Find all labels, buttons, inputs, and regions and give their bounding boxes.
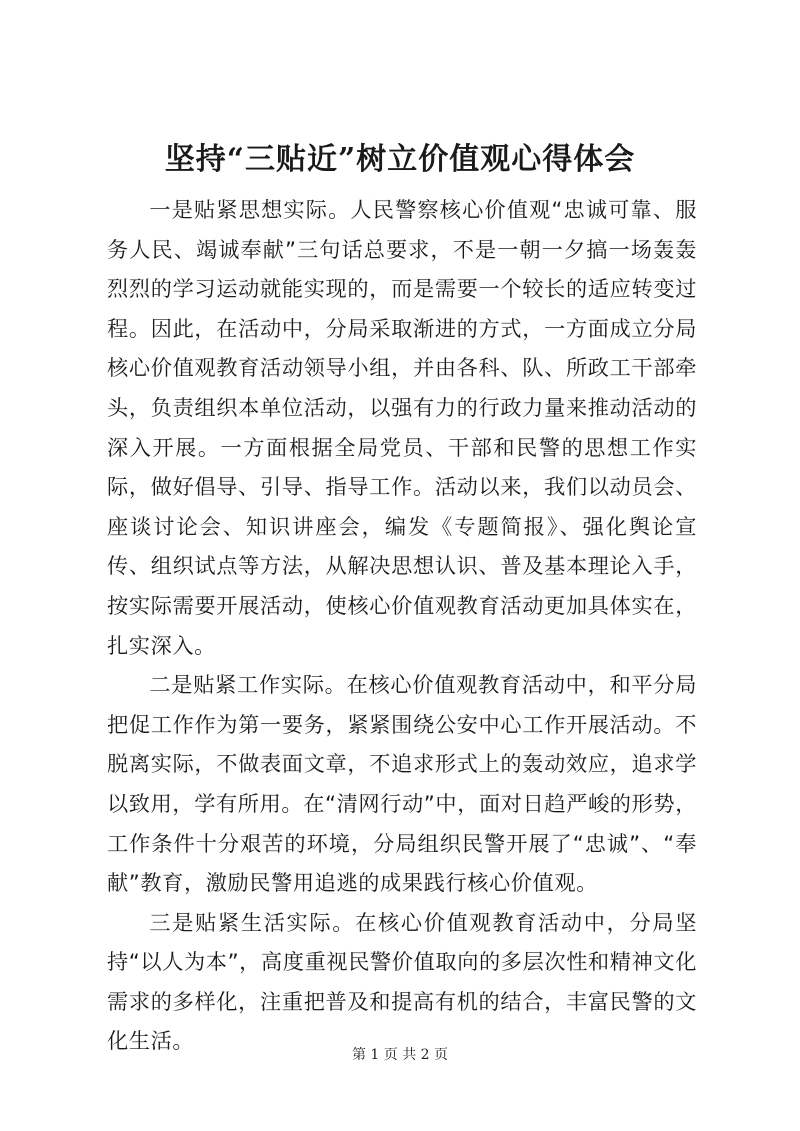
paragraph-work-practice: 二是贴紧工作实际。在核心价值观教育活动中，和平分局把促工作作为第一要务，紧紧围绕公安中心工作开展活动。不脱离实际，不做表面文章，不追求形式上的轰动效应，追求学以致用，学有所用。在“清网行动”中，面对日趋严峻的形势，工作条件十分艰苦的环境，分局组织民警开展了“忠诚”、“奉献”教育，激励民警用追逃的成果践行核心价值观。 (107, 672, 697, 896)
paragraph-thought-practice: 一是贴紧思想实际。人民警察核心价值观“忠诚可靠、服务人民、竭诚奉献”三句话总要求，不是一朝一夕搞一场轰轰烈烈的学习运动就能实现的，而是需要一个较长的适应转变过程。因此，在活动中，分局采取渐进的方式，一方面成立分局核心价值观教育活动领导小组，并由各科、队、所政工干部牵头，负责组织本单位活动，以强有力的行政力量来推动活动的深入开展。一方面根据全局党员、干部和民警的思想工作实际，做好倡导、引导、指导工作。活动以来，我们以动员会、座谈讨论会、知识讲座会，编发《专题简报》、强化舆论宣传、组织试点等方法，从解决思想认识、普及基本理论入手，按实际需要开展活动，使核心价值观教育活动更加具体实在，扎实深入。 (107, 197, 697, 658)
document-body (107, 190, 697, 1061)
paragraph-life-practice: 三是贴紧生活实际。在核心价值观教育活动中，分局坚持“以人为本”，高度重视民警价值取向的多层次性和精神文化需求的多样化，注重把普及和提高有机的结合，丰富民警的文化生活。 (107, 909, 697, 1054)
document-title: 坚持“三贴近”树立价值观心得体会 (164, 142, 636, 177)
page-footer: 第 1 页 共 2 页 (351, 1047, 449, 1063)
